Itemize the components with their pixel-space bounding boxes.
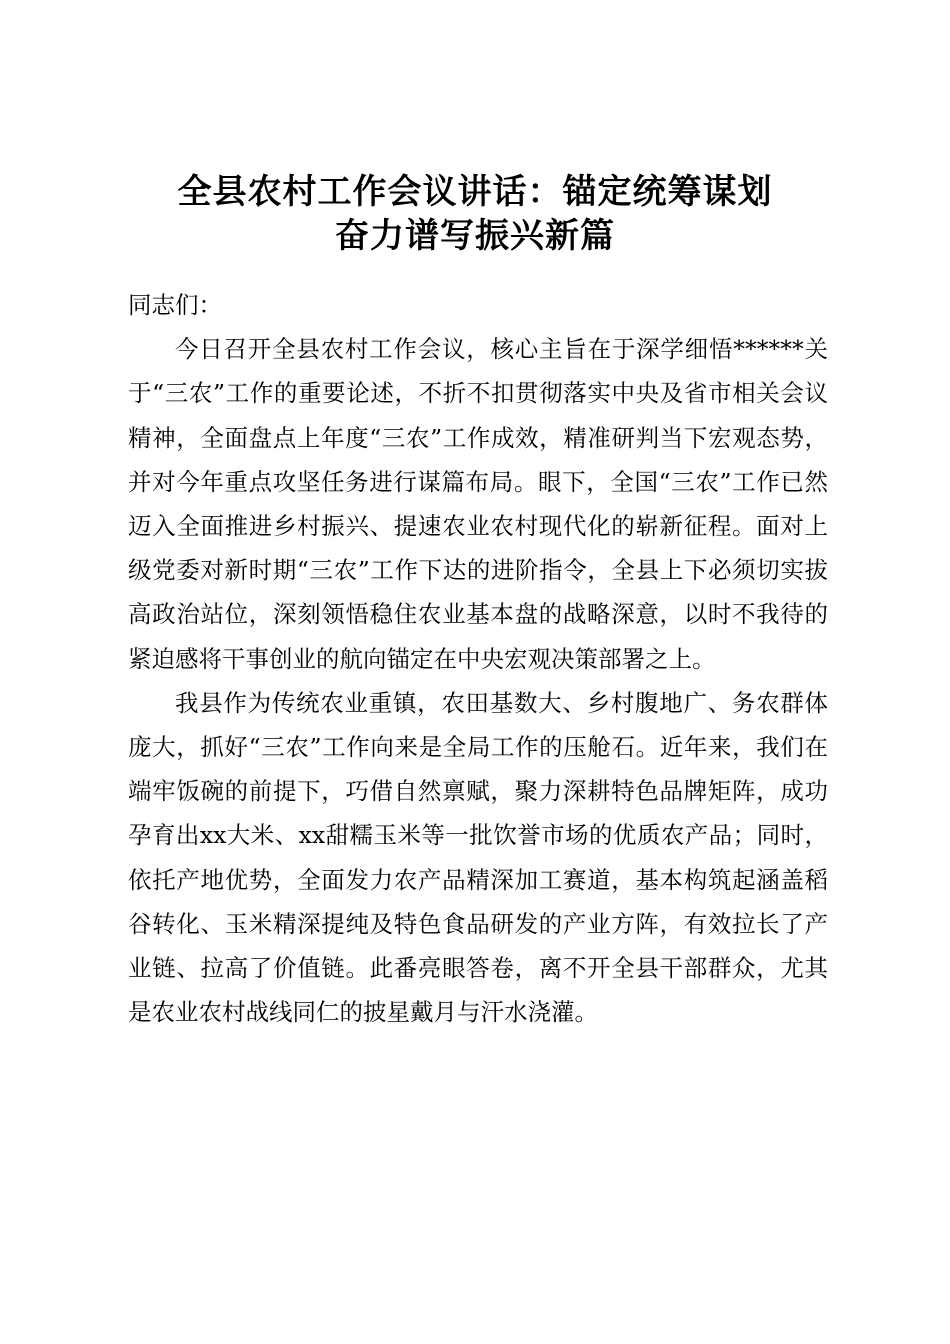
document-body [128, 283, 828, 1034]
salutation: 同志们： [128, 291, 222, 319]
paragraph-2: 我县作为传统农业重镇，农田基数大、乡村腹地广、务农群体庞大，抓好“三农”工作向来是全局工作的压舱石。近年来，我们在端牢饭碗的前提下，巧借自然禀赋，聚力深耕特色品牌矩阵，成功孕育出xx大米、xx甜糯玉米等一批饮誉市场的优质农产品；同时，依托产地优势，全面发力农产品精深加工赛道，基本构筑起涵盖稻谷转化、玉米精深提纯及特色食品研发的产业方阵，有效拉长了产业链、拉高了价值链。此番亮眼答卷，离不开全县干部群众，尤其是农业农村战线同仁的披星戴月与汗水浇灌。 [128, 688, 828, 1027]
document-title-line-1: 全县农村工作会议讲话：锚定统筹谋划 [177, 172, 773, 212]
document-title-line-2: 奋力谱写振兴新篇 [335, 216, 615, 256]
paragraph-1: 今日召开全县农村工作会议，核心主旨在于深学细悟******关于“三农”工作的重要论述，不折不扣贯彻落实中央及省市相关会议精神，全面盘点上年度“三农”工作成效，精准研判当下宏观态势，并对今年重点攻坚任务进行谋篇布局。眼下，全国“三农”工作已然迈入全面推进乡村振兴、提速农业农村现代化的崭新征程。面对上级党委对新时期“三农”工作下达的进阶指令，全县上下必须切实拔高政治站位，深刻领悟稳住农业基本盘的战略深意，以时不我待的紧迫感将干事创业的航向锚定在中央宏观决策部署之上。 [128, 335, 828, 673]
